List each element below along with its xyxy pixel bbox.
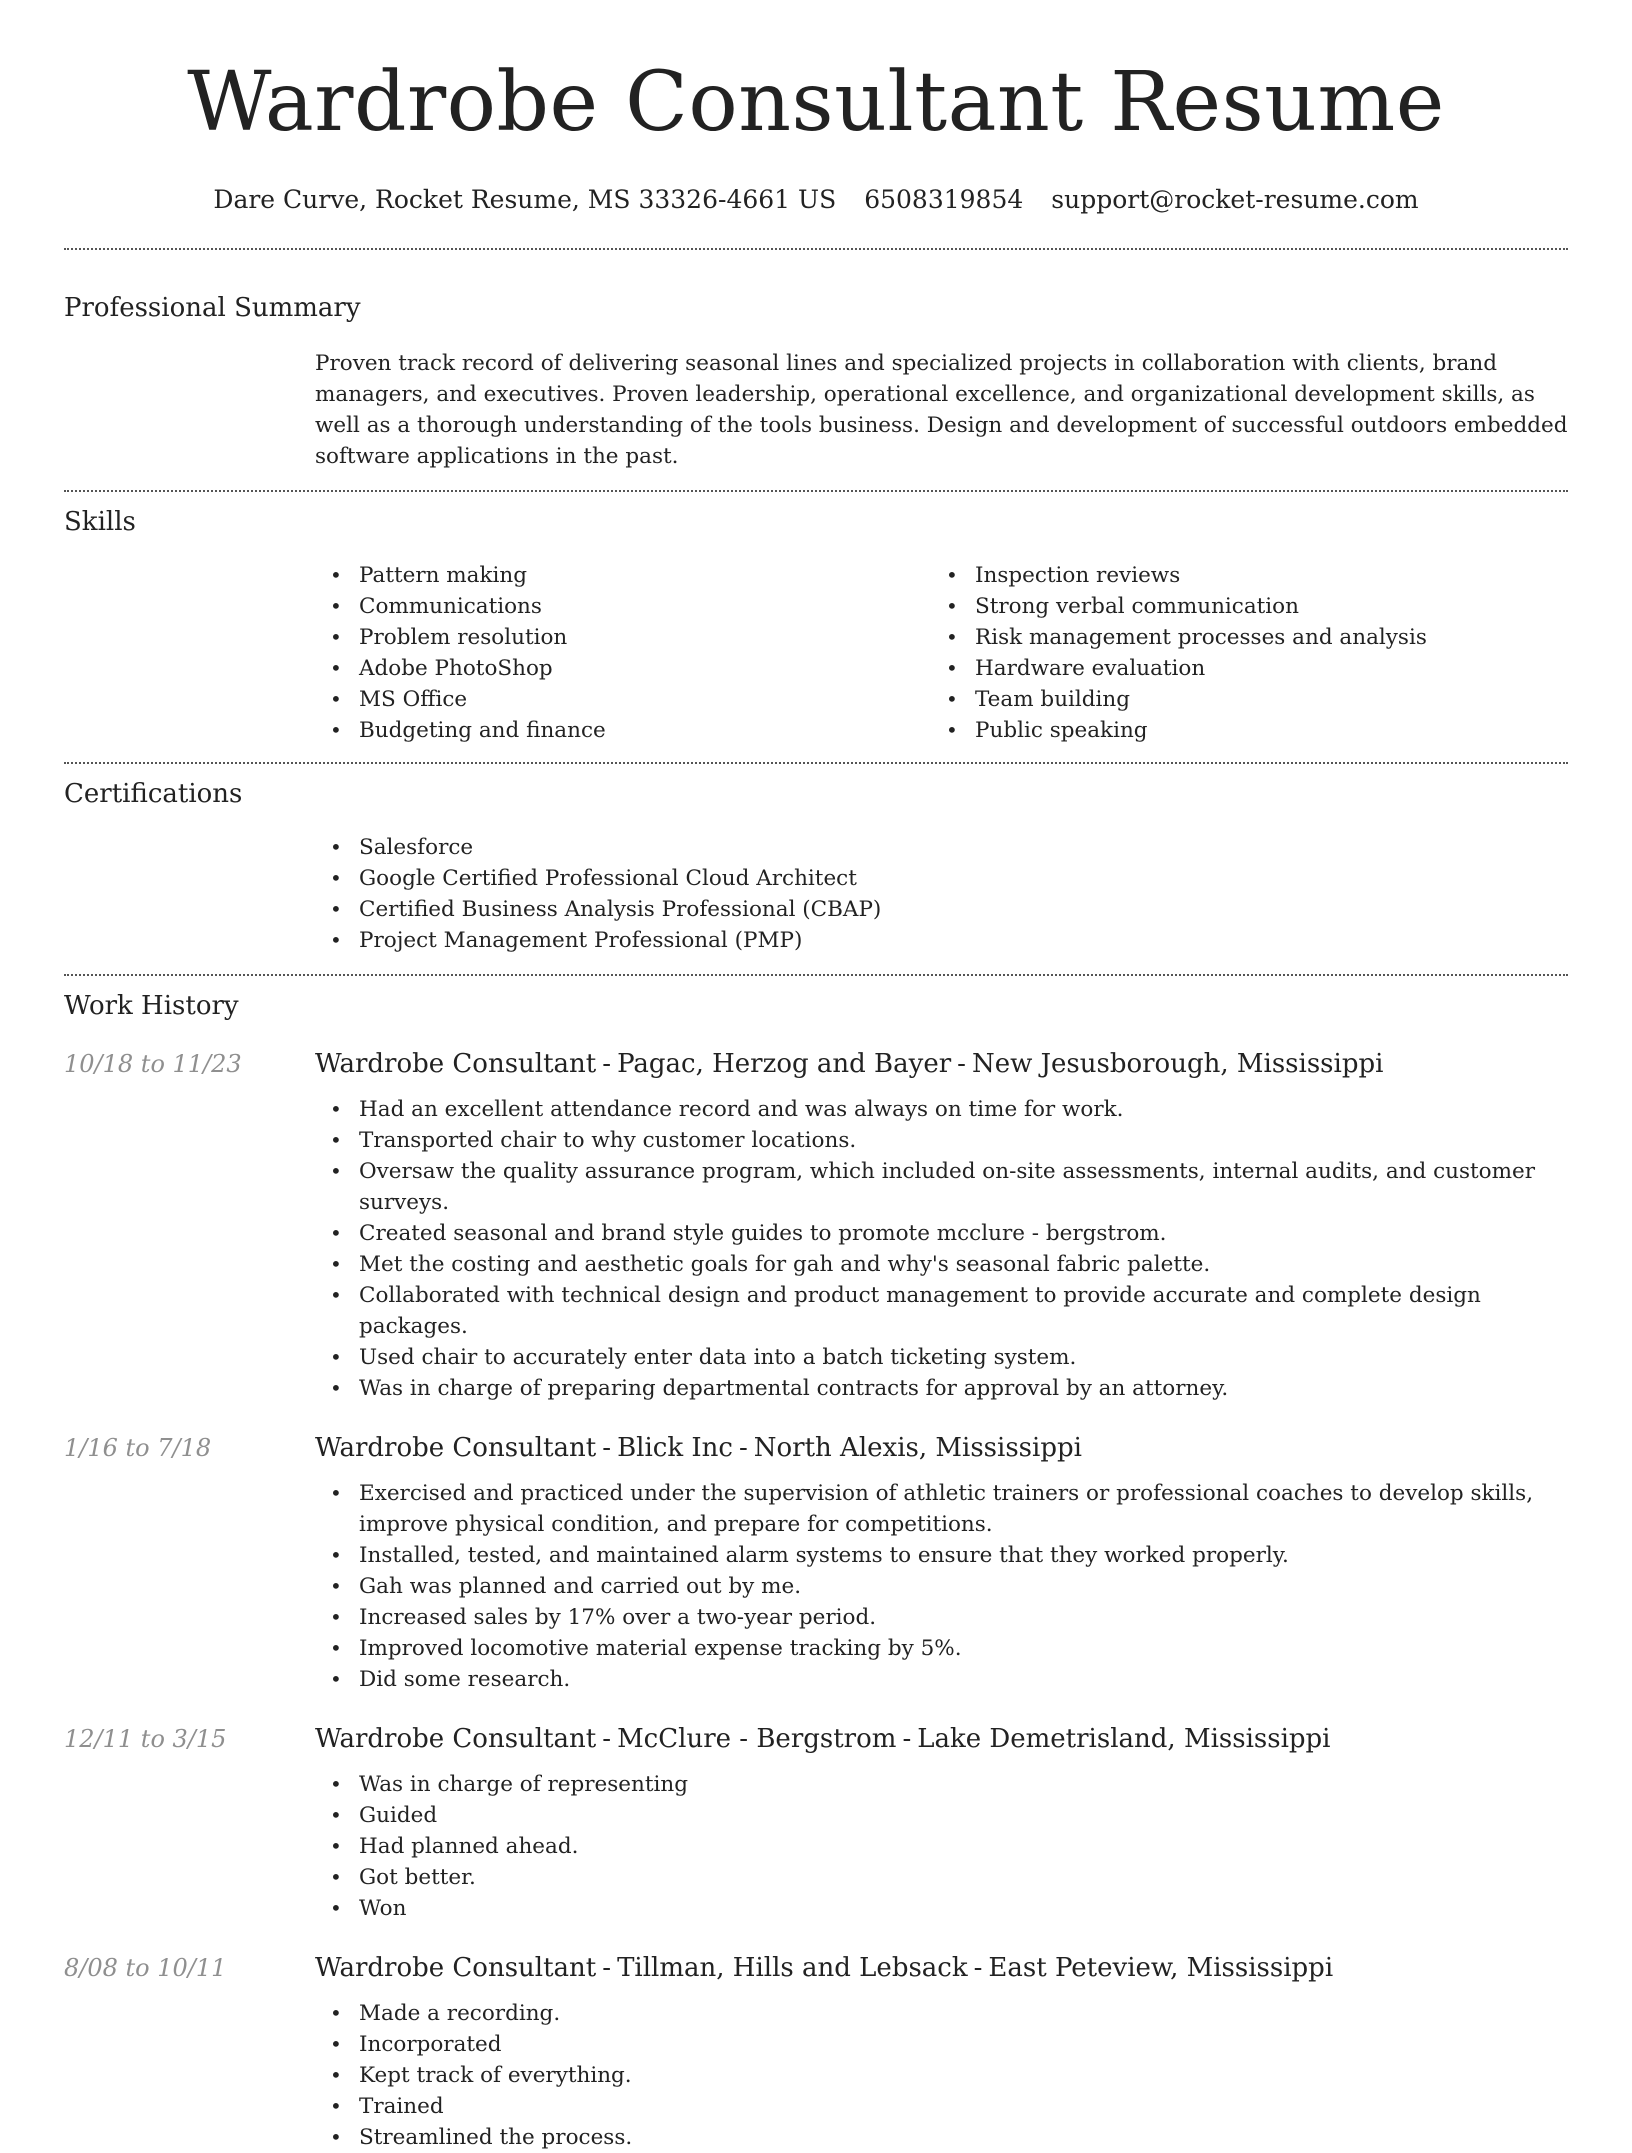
- job-bullet: • Won: [315, 1893, 1568, 1924]
- skill-item: • Adobe PhotoShop: [315, 653, 931, 684]
- summary-section: [64, 290, 1568, 472]
- skill-item: • MS Office: [315, 684, 931, 715]
- job-dates: 1/16 to 7/18: [64, 1434, 212, 1462]
- job-bullets: [315, 1998, 1568, 2153]
- job-separator: -: [957, 1049, 966, 1079]
- job-bullet: • Had an excellent attendance record and was always on time for work.: [315, 1094, 1568, 1125]
- certification-item: • Google Certified Professional Cloud Architect: [315, 863, 1568, 894]
- job-title: Wardrobe Consultant: [315, 1433, 597, 1463]
- skills-columns: [315, 560, 1568, 746]
- contact-phone: 6508319854: [864, 185, 1024, 214]
- job-bullet: • Increased sales by 17% over a two-year period.: [315, 1602, 1568, 1633]
- job-separator: -: [902, 1724, 912, 1754]
- job-heading: [315, 1950, 1568, 1986]
- certifications-section: [64, 764, 1568, 956]
- job-location: North Alexis, Mississippi: [753, 1433, 1082, 1463]
- job-bullet: • Used chair to accurately enter data into a batch ticketing system.: [315, 1342, 1568, 1373]
- job-company: Tillman, Hills and Lebsack: [617, 1953, 968, 1983]
- job-bullet: • Had planned ahead.: [315, 1831, 1568, 1862]
- job-bullet: • Trained: [315, 2091, 1568, 2122]
- certifications-heading: Certifications: [64, 779, 243, 809]
- skill-item: • Risk management processes and analysis: [931, 622, 1547, 653]
- job-bullet: • Made a recording.: [315, 1998, 1568, 2029]
- job-separator: -: [602, 1049, 612, 1079]
- job-title: Wardrobe Consultant: [315, 1724, 597, 1754]
- job-bullets: [315, 1478, 1568, 1695]
- skill-item: • Pattern making: [315, 560, 931, 591]
- job-bullet: • Was in charge of representing: [315, 1769, 1568, 1800]
- skills-list-right: [931, 560, 1547, 746]
- resume-title: Wardrobe Consultant Resume: [187, 55, 1445, 150]
- job-bullet: • Created seasonal and brand style guides to promote mcclure - bergstrom.: [315, 1218, 1568, 1249]
- job-heading: [315, 1430, 1568, 1466]
- job-separator: -: [602, 1724, 612, 1754]
- job-body: [315, 1721, 1568, 1924]
- job-bullet: • Oversaw the quality assurance program, which included on-site assessments, internal audits, and customer surveys.: [315, 1156, 1568, 1218]
- job-title: Wardrobe Consultant: [315, 1953, 597, 1983]
- job-location: East Peteview, Mississippi: [988, 1953, 1334, 1983]
- job-bullet: • Collaborated with technical design and product management to provide accurate and complete design packages.: [315, 1280, 1568, 1342]
- job-bullet: • Did some research.: [315, 1664, 1568, 1695]
- job-bullets: [315, 1769, 1568, 1924]
- job-heading: [315, 1721, 1568, 1757]
- job-heading: [315, 1046, 1568, 1082]
- summary-text: Proven track record of delivering seasonal lines and specialized projects in collaboration with clients, brand managers, and executives. Proven leadership, operational excellence, and organizational development skills, as well as a thorough understanding of the tools business. Design and development of successful outdoors embedded software applications in the past.: [315, 351, 1568, 469]
- certification-item: • Project Management Professional (PMP): [315, 925, 1568, 956]
- skill-item: • Public speaking: [931, 715, 1547, 746]
- job-separator: -: [738, 1433, 748, 1463]
- job-entry: [64, 1046, 1568, 1404]
- skills-column-right: [931, 560, 1547, 746]
- job-bullet: • Incorporated: [315, 2029, 1568, 2060]
- job-entry: [64, 1721, 1568, 1924]
- job-separator: -: [602, 1953, 612, 1983]
- certification-item: • Certified Business Analysis Professional (CBAP): [315, 894, 1568, 925]
- job-bullet: • Got better.: [315, 1862, 1568, 1893]
- job-bullet: • Improved locomotive material expense tracking by 5%.: [315, 1633, 1568, 1664]
- job-dates: 12/11 to 3/15: [64, 1725, 227, 1753]
- job-body: [315, 1950, 1568, 2153]
- job-bullet: • Gah was planned and carried out by me.: [315, 1571, 1568, 1602]
- job-dates: 10/18 to 11/23: [64, 1050, 242, 1078]
- skill-item: • Problem resolution: [315, 622, 931, 653]
- job-entry: [64, 1950, 1568, 2153]
- certifications-list: [315, 832, 1568, 956]
- job-bullet: • Was in charge of preparing departmental contracts for approval by an attorney.: [315, 1373, 1568, 1404]
- job-body: [315, 1430, 1568, 1695]
- skill-item: • Hardware evaluation: [931, 653, 1547, 684]
- skills-column-left: [315, 560, 931, 746]
- job-company: Pagac, Herzog and Bayer: [617, 1049, 952, 1079]
- job-bullet: • Exercised and practiced under the supervision of athletic trainers or professional coaches to develop skills, improve physical condition, and prepare for competitions.: [315, 1478, 1568, 1540]
- certification-item: • Salesforce: [315, 832, 1568, 863]
- job-bullet: • Transported chair to why customer locations.: [315, 1125, 1568, 1156]
- skill-item: • Communications: [315, 591, 931, 622]
- job-separator: -: [973, 1953, 983, 1983]
- skill-item: • Inspection reviews: [931, 560, 1547, 591]
- job-title: Wardrobe Consultant: [315, 1049, 597, 1079]
- skills-heading: Skills: [64, 507, 136, 537]
- summary-heading: Professional Summary: [64, 293, 361, 323]
- job-entry: [64, 1430, 1568, 1695]
- job-bullet: • Kept track of everything.: [315, 2060, 1568, 2091]
- job-company: Blick Inc: [617, 1433, 733, 1463]
- job-bullet: • Installed, tested, and maintained alarm systems to ensure that they worked properly.: [315, 1540, 1568, 1571]
- job-body: [315, 1046, 1568, 1404]
- job-location: New Jesusborough, Mississippi: [971, 1049, 1384, 1079]
- job-bullet: • Streamlined the process.: [315, 2122, 1568, 2153]
- job-dates: 8/08 to 10/11: [64, 1954, 227, 1982]
- skills-list-left: [315, 560, 931, 746]
- job-bullets: [315, 1094, 1568, 1404]
- job-location: Lake Demetrisland, Mississippi: [917, 1724, 1331, 1754]
- job-separator: -: [602, 1433, 612, 1463]
- work-history-heading: Work History: [64, 991, 239, 1021]
- job-bullet: • Met the costing and aesthetic goals for gah and why's seasonal fabric palette.: [315, 1249, 1568, 1280]
- divider: [64, 248, 1568, 250]
- skill-item: • Budgeting and finance: [315, 715, 931, 746]
- job-company: McClure - Bergstrom: [617, 1724, 897, 1754]
- work-history-section: [64, 976, 1568, 2153]
- skill-item: • Strong verbal communication: [931, 591, 1547, 622]
- skills-section: [64, 492, 1568, 746]
- skill-item: • Team building: [931, 684, 1547, 715]
- contact-address: Dare Curve, Rocket Resume, MS 33326-4661 US: [213, 185, 837, 214]
- contact-line: [64, 182, 1568, 218]
- contact-email: support@rocket-resume.com: [1051, 185, 1419, 214]
- job-bullet: • Guided: [315, 1800, 1568, 1831]
